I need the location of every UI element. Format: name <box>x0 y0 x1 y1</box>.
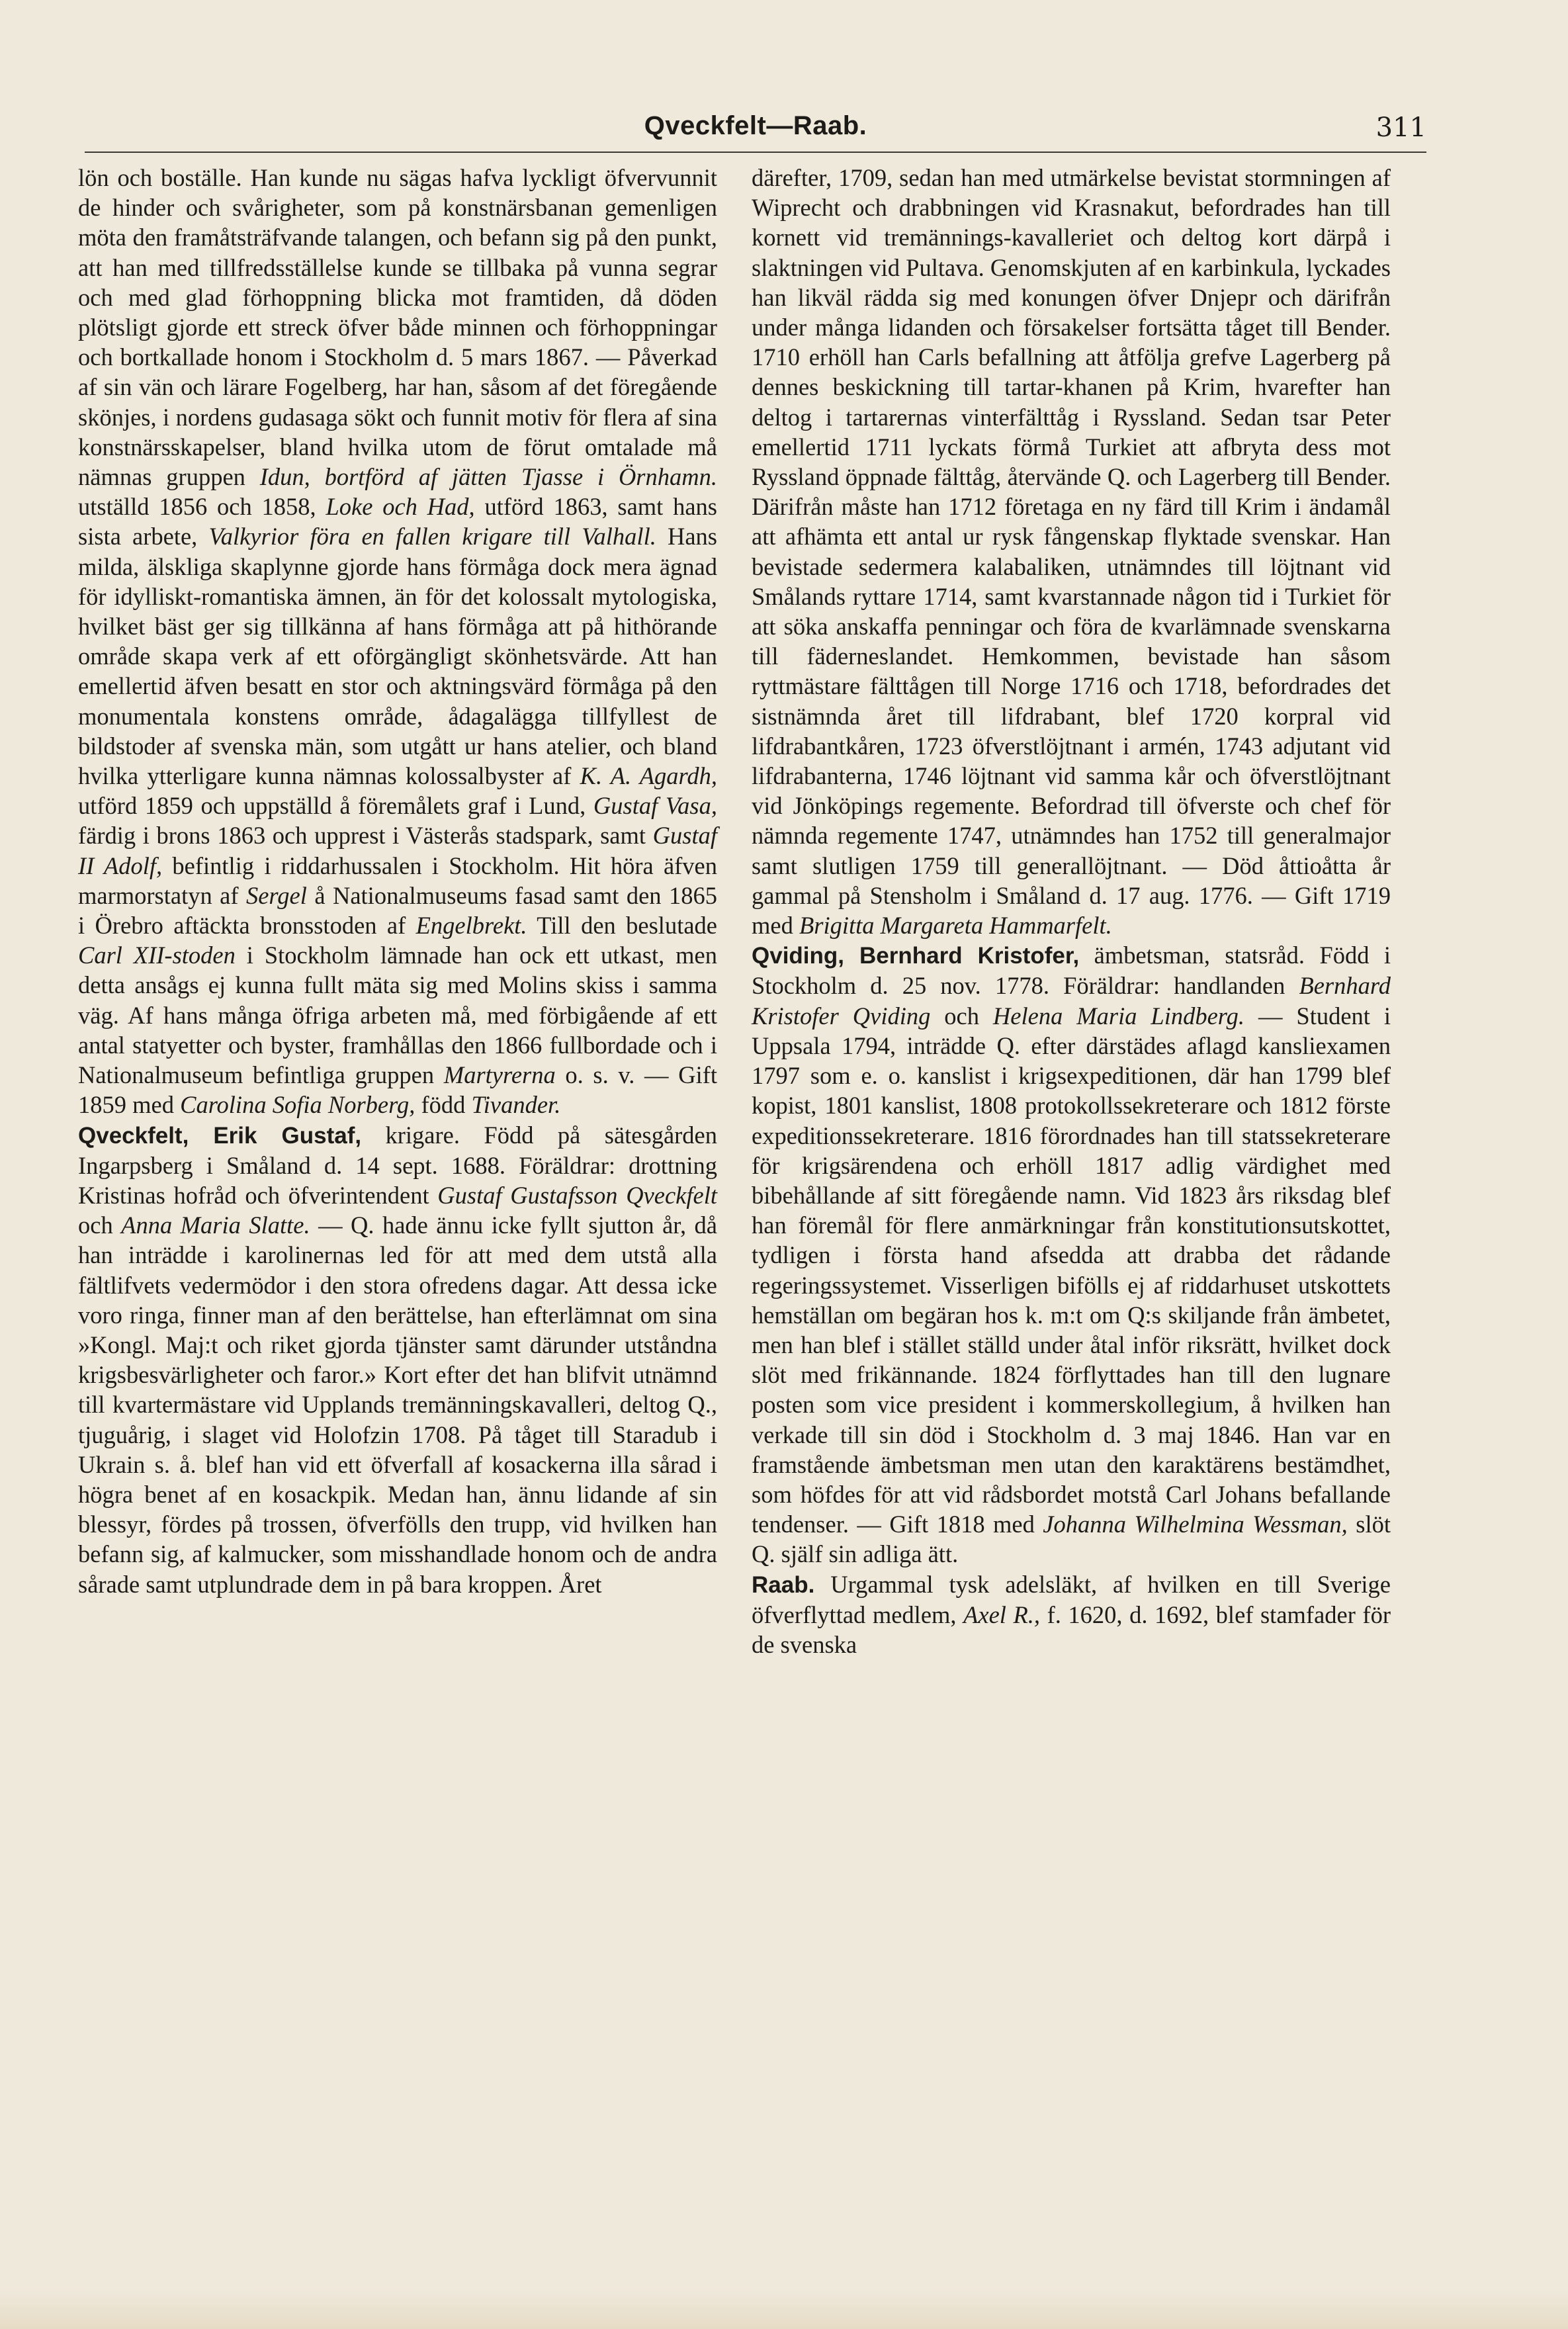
qveckfelt-erik-continued-paragraph: därefter, 1709, sedan han med utmärkelse bevistat stormningen af Wiprecht och drabbningen vid Krasnakut, befordrades han till kornett vid tremännings-kavalleriet och deltog kort därpå i slaktningen vid Pultava. Genomskjuten af en karbinkula, lyckades han likväl rädda sig med konungen öfver Dnjepr och därifrån under många lidanden och försakelser fortsätta tåget till Bender. 1710 erhöll han Carls befallning att åtfölja grefve Lagerberg på dennes beskickning till tartar-khanen på Krim, hvarefter han deltog i tartarernas vinterfälttåg i Ryssland. Sedan tsar Peter emellertid 1711 lyckats förmå Turkiet att afbryta dess mot Ryssland öppnade fälttåg, återvände Q. och Lagerberg till Bender. Därifrån måste han 1712 företaga en ny färd till Krim i ändamål att afhämta ett antal ur rysk fångenskap flyktade svenskar. Han bevistade sedermera kalabaliken, utnämndes till löjtnant vid Smålands ryttare 1714, samt kvarstannade någon tid i Turkiet för att söka anskaffa penningar och föra de kvarlämnade svenskarna till fäderneslandet. Hemkommen, bevistade han såsom ryttmästare fälttågen till Norge 1716 och 1718, befordrades det sistnämnda året till lifdrabant, blef 1720 korpral vid lifdrabantkåren, 1723 öfverstlöjtnant i armén, 1743 adjutant vid lifdrabanterna, 1746 löjtnant vid samma kår och öfverstlöjtnant vid Jönköpings regemente. Befordrad till öfverste och chef för nämnda regemente 1747, utnämndes han 1752 till generalmajor samt slutligen 1759 till generallöjtnant. — Död åttioåtta år gammal på Stensholm i Småland d. 17 aug. 1776. — Gift 1719 med Brigitta Margareta Hammarfelt. <box>752 164 1391 940</box>
entry-raab: Raab. Urgammal tysk adelsläkt, af hvilken en till Sverige öfverflyttad medlem, Axel R., f. 1620, d. 1692, blef stamfader för de svenska <box>752 1570 1391 1658</box>
entry-headword: Qveckfelt, Erik Gustaf, <box>78 1122 362 1149</box>
entry-qviding-bernhard-kristofer: Qviding, Bernhard Kristofer, ämbetsman, statsråd. Född i Stockholm d. 25 nov. 1778. Föräldrar: handlanden Bernhard Kristofer Qviding och Helena Maria Lindberg. — Student i Uppsala 1794, inträdde Q. efter därstädes aflagd kansliexamen 1797 som e. o. kanslist i krigsexpeditionen, där han 1799 blef kopist, 1801 kanslist, 1808 protokollssekreterare och 1812 förste expeditionssekreterare. 1816 förordnades han till statssekreterare för krigsärendena och erhöll 1817 adlig värdighet med bibehållande af sitt föregående namn. Vid 1823 års riksdag blef han föremål för flere anmärkningar från konstitutionsutskottet, tydligen i första hand afsedda att drabba det rådande regeringssystemet. Visserligen bifölls ej af riddarhuset utskottets hemställan om begäran hos k. m:t om Q:s skiljande från ämbetet, men han blef i stället ställd under åtal inför riksrätt, hvilket dock slöt med frikännande. 1824 förflyttades han till den lugnare posten som vice president i kommerskollegium, å hvilken han verkade till sin död i Stockholm d. 3 maj 1846. Han var en framstående ämbetsman men utan den karaktärens bestämdhet, som höfdes för att vid rådsbordet motstå Carl Johans befallande tendenser. — Gift 1818 med Johanna Wilhelmina Wessman, slöt Q. själf sin adliga ätt. <box>752 942 1391 1568</box>
left-column <box>78 163 717 1599</box>
qveckfelt-continued-paragraph: lön och boställe. Han kunde nu sägas hafva lyckligt öfvervunnit de hinder och svårigheter, som på konstnärsbanan gemenligen möta den framåtsträfvande talangen, och befann sig på den punkt, att han med tillfredsställelse kunde se tillbaka på vunna segrar och med glad förhoppning blicka mot framtiden, då döden plötsligt gjorde ett streck öfver både minnen och förhoppningar och bortkallade honom i Stockholm d. 5 mars 1867. — Påverkad af sin vän och lärare Fogelberg, har han, såsom af det föregående skönjes, i nordens gudasaga sökt och funnit motiv för flera af sina konstnärsskapelser, bland hvilka utom de förut omtalade må nämnas gruppen Idun, bortförd af jätten Tjasse i Örnhamn. utställd 1856 och 1858, Loke och Had, utförd 1863, samt hans sista arbete, Valkyrior föra en fallen krigare till Valhall. Hans milda, älskliga skaplynne gjorde hans förmåga dock mera ägnad för idylliskt-romantiska ämnen, än för det kolossalt mytologiska, hvilket bäst ger sig tillkänna af hans förmåga att på hithörande område skapa verk af ett oförgängligt skönhetsvärde. Att han emellertid äfven besatt en stor och aktningsvärd förmåga på den monumentala konstens område, ådagalägga tillfyllest de bildstoder af svenska män, som utgått ur hans atelier, och bland hvilka ytterligare kunna nämnas kolossalbyster af K. A. Agardh, utförd 1859 och uppställd å föremålets graf i Lund, Gustaf Vasa, färdig i brons 1863 och upprest i Västerås stadspark, samt Gustaf II Adolf, befintlig i riddarhussalen i Stockholm. Hit höra äfven marmorstatyn af Sergel å Nationalmuseums fasad samt den 1865 i Örebro aftäckta bronsstoden af Engelbrekt. Till den beslutade Carl XII-stoden i Stockholm lämnade han ock ett utkast, men detta ansågs ej kunna fullt mäta sig med Molins skiss i samma väg. Af hans många öfriga arbeten må, med förbigående af ett antal statyetter och byster, framhållas den 1866 fullbordade och i Nationalmuseum befintliga gruppen Martyrerna o. s. v. — Gift 1859 med Carolina Sofia Norberg, född Tivander. <box>78 164 718 1119</box>
entry-qveckfelt-erik-gustaf: Qveckfelt, Erik Gustaf, krigare. Född på sätesgården Ingarpsberg i Småland d. 14 sept. 1688. Föräldrar: drottning Kristinas hofråd och öfverintendent Gustaf Gustafsson Qveckfelt och Anna Maria Slatte. — Q. hade ännu icke fyllt sjutton år, då han inträdde i karolinernas led för att med dem utstå alla fältlifvets vedermödor i den stora ofredens dagar. Att dessa icke voro ringa, finner man af den berättelse, han efterlämnat om sina »Kongl. Maj:t och riket gjorda tjänster samt därunder utståndna krigsbesvärligheter och faror.» Kort efter det han blifvit utnämnd till kvartermästare vid Upplands tremänningskavalleri, deltog Q., tjuguårig, i slaget vid Holofzin 1708. På tåget till Staradub i Ukrain s. å. blef han vid ett öfverfall af kosackerna illa sårad i högra benet af en kosackpik. Medan han, ännu lidande af sin blessyr, fördes på trossen, öfverfölls den trupp, vid hvilken han befann sig, af kalmucker, som misshandlade honom och de andra sårade samt utplundrade dem in på bara kroppen. Året <box>78 1121 718 1598</box>
running-title: Qveckfelt—Raab. <box>644 111 867 140</box>
page-header <box>85 111 1426 151</box>
entry-headword: Raab. <box>752 1571 815 1598</box>
right-column <box>752 163 1391 1659</box>
page-number: 311 <box>1375 112 1426 143</box>
paper-edge-shading <box>0 2289 1568 2329</box>
header-rule <box>85 152 1426 153</box>
entry-headword: Qviding, Bernhard Kristofer, <box>752 943 1080 969</box>
